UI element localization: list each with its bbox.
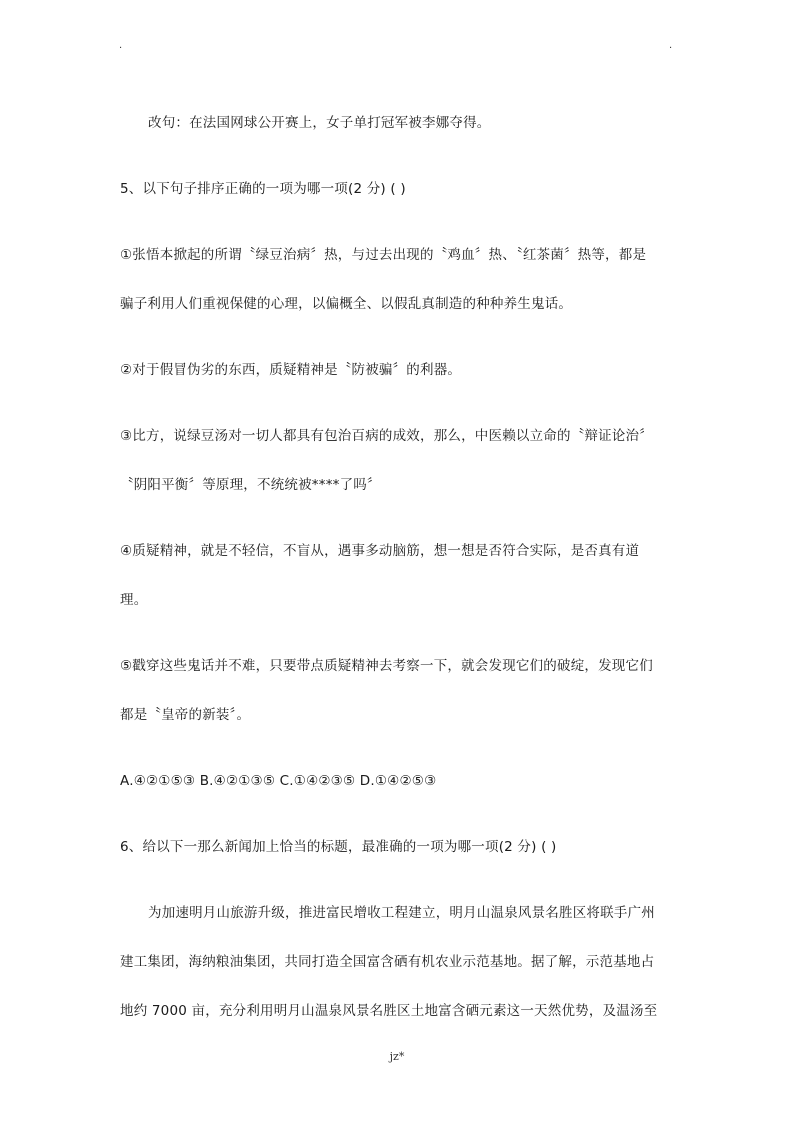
header-right-mark: · bbox=[669, 43, 673, 54]
q6-news-line-2: 建工集团，海纳粮油集团，共同打造全国富含硒有机农业示范基地。据了解，示范基地占 bbox=[120, 954, 655, 970]
question-5-title: 5、以下句子排序正确的一项为哪一项(2 分) ( ) bbox=[120, 181, 406, 197]
q5-sentence-5-line-1: ⑤戳穿这些鬼话并不难，只要带点质疑精神去考察一下，就会发现它们的破绽，发现它们 bbox=[120, 658, 653, 674]
q5-sentence-3-line-1: ③比方，说绿豆汤对一切人都具有包治百病的成效，那么，中医赖以立命的〝辩证论治〞 bbox=[120, 428, 653, 444]
q6-news-line-3: 地约 7000 亩，充分利用明月山温泉风景名胜区土地富含硒元素这一天然优势，及温汤至 bbox=[120, 1003, 658, 1019]
page-footer-label: jz* bbox=[389, 1050, 405, 1063]
q5-answer-options: A.④②①⑤③ B.④②①③⑤ C.①④②③⑤ D.①④②⑤③ bbox=[120, 773, 437, 789]
q5-sentence-5-line-2: 都是〝皇帝的新装〞。 bbox=[120, 707, 251, 723]
q5-sentence-4-line-1: ④质疑精神，就是不轻信，不盲从，遇事多动脑筋，想一想是否符合实际，是否真有道 bbox=[120, 543, 640, 559]
q5-sentence-1-line-1: ①张悟本掀起的所谓〝绿豆治病〞热，与过去出现的〝鸡血〞热、〝红茶菌〞热等，都是 bbox=[120, 247, 647, 263]
header-left-mark: · bbox=[119, 43, 123, 54]
q5-sentence-2: ②对于假冒伪劣的东西，质疑精神是〝防被骗〞的利器。 bbox=[120, 362, 462, 378]
question-6-title: 6、给以下一那么新闻加上恰当的标题，最准确的一项为哪一项(2 分) ( ) bbox=[120, 839, 557, 855]
q6-news-line-1: 为加速明月山旅游升级，推进富民增收工程建立，明月山温泉风景名胜区将联手广州 bbox=[148, 905, 655, 921]
q5-sentence-4-line-2: 理。 bbox=[120, 592, 148, 608]
revision-sentence: 改句：在法国网球公开赛上，女子单打冠军被李娜夺得。 bbox=[148, 115, 491, 131]
q5-sentence-3-line-2: 〝阴阳平衡〞等原理，不统统被****了吗〞 bbox=[120, 477, 381, 493]
q5-sentence-1-line-2: 骗子利用人们重视保健的心理，以偏概全、以假乱真制造的种种养生鬼话。 bbox=[120, 296, 573, 312]
